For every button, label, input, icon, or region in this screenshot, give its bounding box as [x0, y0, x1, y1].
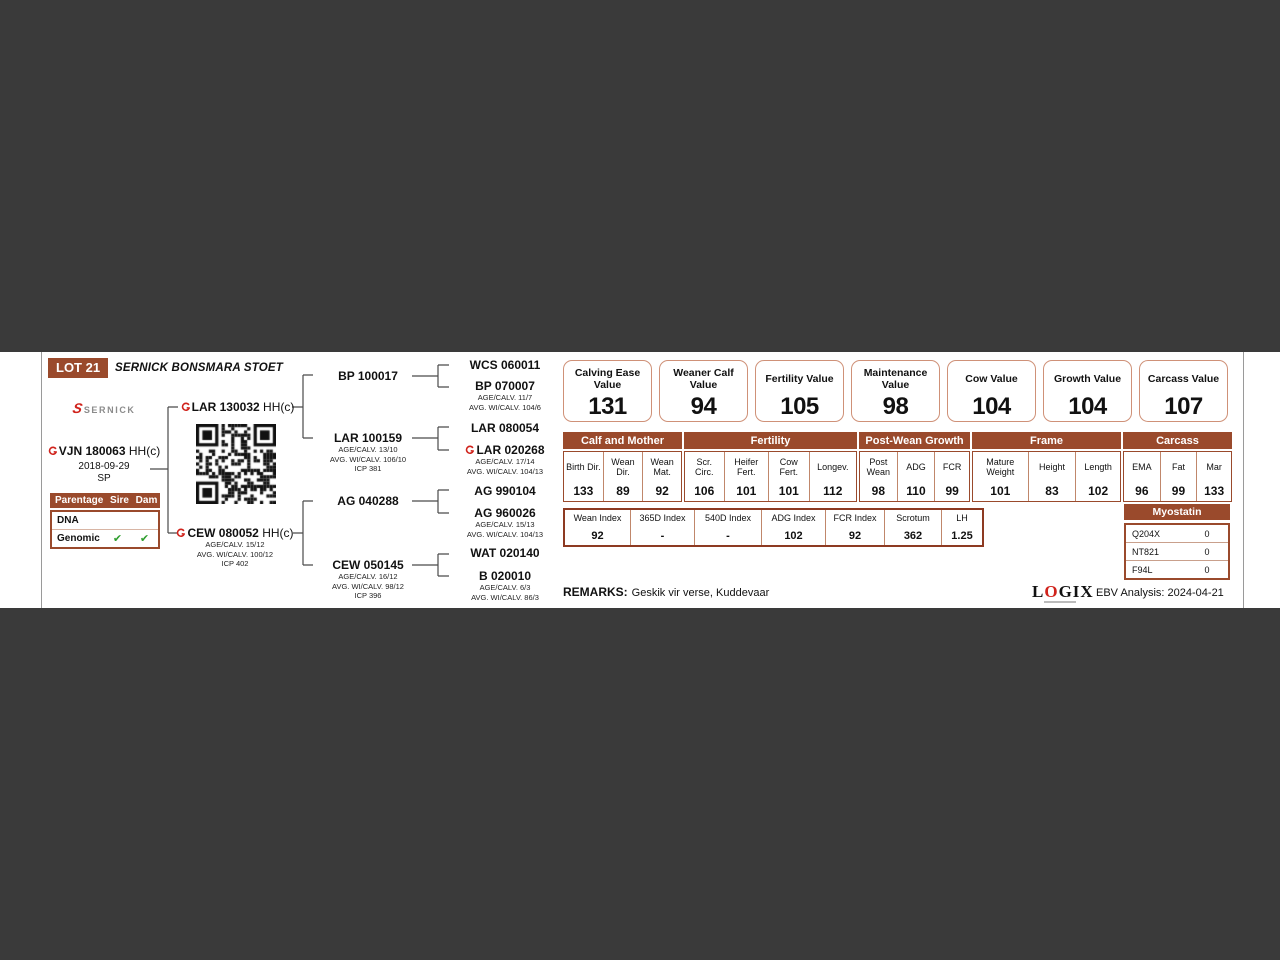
sire-id: LAR 130032 — [191, 400, 260, 414]
pedigree-sss: WCS 060011 — [469, 358, 541, 372]
sernick-wordmark: SERNICK — [83, 405, 136, 415]
myostatin-row: F94L 0 — [1132, 564, 1210, 575]
pedigree-sdd: LAR 020268 AGE/CALV. 17/14 AVG. WI/CALV. 104/13 — [466, 443, 545, 476]
pedigree-sire-sire: BP 100017 — [338, 369, 398, 383]
dam-stat: AGE/CALV. 15/12 — [205, 540, 265, 549]
ebv-group-calf-and-mother: Calf and Mother Birth Dir. 133 Wean Dir. 89 Wean Mat. 92 — [563, 432, 682, 502]
qr-code — [196, 424, 276, 504]
gt-genomic-icon — [465, 445, 474, 455]
parentage-row-label: DNA — [57, 515, 79, 526]
genomic-sire-check-icon: ✔ — [112, 533, 123, 545]
dam-suffix: HH(c) — [262, 526, 294, 540]
remarks-text: Geskik vir verse, Kuddevaar — [631, 587, 770, 599]
subject-id: VJN 180063 — [58, 444, 126, 458]
status-code: SP — [97, 473, 111, 484]
myostatin-table — [1124, 504, 1230, 580]
ebv-group-fertility: Fertility Scr. Circ. 106 Heifer Fert. 101 Cow Fert. 101 Longev. 112 — [684, 432, 857, 502]
pedigree-dam-sire: AG 040288 — [337, 494, 399, 508]
pedigree-sds: LAR 080054 — [470, 421, 540, 435]
remarks — [563, 585, 769, 599]
ebv-analysis-date: EBV Analysis: 2024-04-21 — [1096, 587, 1224, 599]
subject-suffix: HH(c) — [128, 444, 161, 458]
gt-genomic-icon — [176, 528, 185, 538]
pedigree-dds: WAT 020140 — [470, 546, 540, 560]
logix-logo: LOGIX — [1032, 582, 1094, 601]
logix-o-icon: O — [1044, 582, 1059, 601]
value-box-growth: Growth Value 104 — [1043, 360, 1132, 422]
dam-stat: AVG. WI/CALV. 100/12 — [196, 549, 274, 559]
parentage-header-label: Parentage — [55, 495, 104, 506]
farm-title: SERNICK BONSMARA STOET — [115, 362, 283, 374]
ebv-group-carcass: Carcass EMA 96 Fat 99 Mar 133 — [1123, 432, 1232, 502]
value-box-maintenance: Maintenance Value 98 — [851, 360, 940, 422]
catalog-card — [0, 352, 1280, 608]
value-box-cow: Cow Value 104 — [947, 360, 1036, 422]
pedigree-sire — [175, 400, 300, 414]
dam-stat: ICP 402 — [221, 559, 249, 568]
parentage-header-sire: Sire — [110, 495, 129, 506]
pedigree-dam-dam: CEW 050145 AGE/CALV. 16/12 AVG. WI/CALV. 98/12 ICP 396 — [332, 558, 404, 600]
parentage-row-label: Genomic — [57, 533, 100, 544]
value-box-weaner-calf: Weaner Calf Value 94 — [659, 360, 748, 422]
parentage-header-dam: Dam — [135, 495, 158, 506]
birth-date: 2018-09-29 — [78, 461, 130, 472]
dam-id: CEW 080052 — [187, 526, 259, 540]
card-right-rule — [1243, 352, 1244, 608]
pedigree-dss: AG 990104 — [474, 484, 536, 498]
pedigree-sire-dam: LAR 100159 AGE/CALV. 13/10 AVG. WI/CALV. 106/10 ICP 381 — [329, 431, 407, 473]
pedigree-ddd: B 020010 AGE/CALV. 6/3 AVG. WI/CALV. 86/3 — [471, 569, 539, 602]
myostatin-header: Myostatin — [1124, 504, 1230, 520]
pedigree-dsd: AG 960026 AGE/CALV. 15/13 AVG. WI/CALV. 104/13 — [466, 506, 544, 539]
ebv-group-post-wean-growth: Post-Wean Growth Post Wean 98 ADG 110 FCR 99 — [859, 432, 970, 502]
sire-suffix: HH(c) — [263, 400, 295, 414]
myostatin-row: Q204X 0 — [1126, 525, 1228, 543]
value-box-fertility: Fertility Value 105 — [755, 360, 844, 422]
remarks-label: REMARKS: — [563, 585, 628, 599]
value-box-carcass: Carcass Value 107 — [1139, 360, 1228, 422]
logix-tagline — [1044, 601, 1076, 603]
value-box-calving-ease: Calving Ease Value 131 — [563, 360, 652, 422]
pedigree-ssd: BP 070007 AGE/CALV. 11/7 AVG. WI/CALV. 104/6 — [469, 379, 541, 412]
pedigree-dam — [170, 526, 300, 569]
ebv-group-frame: Frame Mature Weight 101 Height 83 Length 102 — [972, 432, 1121, 502]
index-table: Wean Index 92 365D Index - 540D Index - ADG Index 102 FCR Index 92 Scrotum 362 LH 1.25 — [563, 508, 984, 547]
value-boxes — [563, 360, 1228, 422]
ebv-table — [563, 432, 1232, 502]
gt-genomic-icon — [181, 402, 190, 412]
myostatin-row: NT821 0 — [1126, 543, 1228, 561]
genomic-dam-check-icon: ✔ — [139, 533, 150, 545]
sernick-swoosh-icon: S — [71, 400, 85, 416]
lot-badge: LOT 21 — [48, 358, 108, 378]
